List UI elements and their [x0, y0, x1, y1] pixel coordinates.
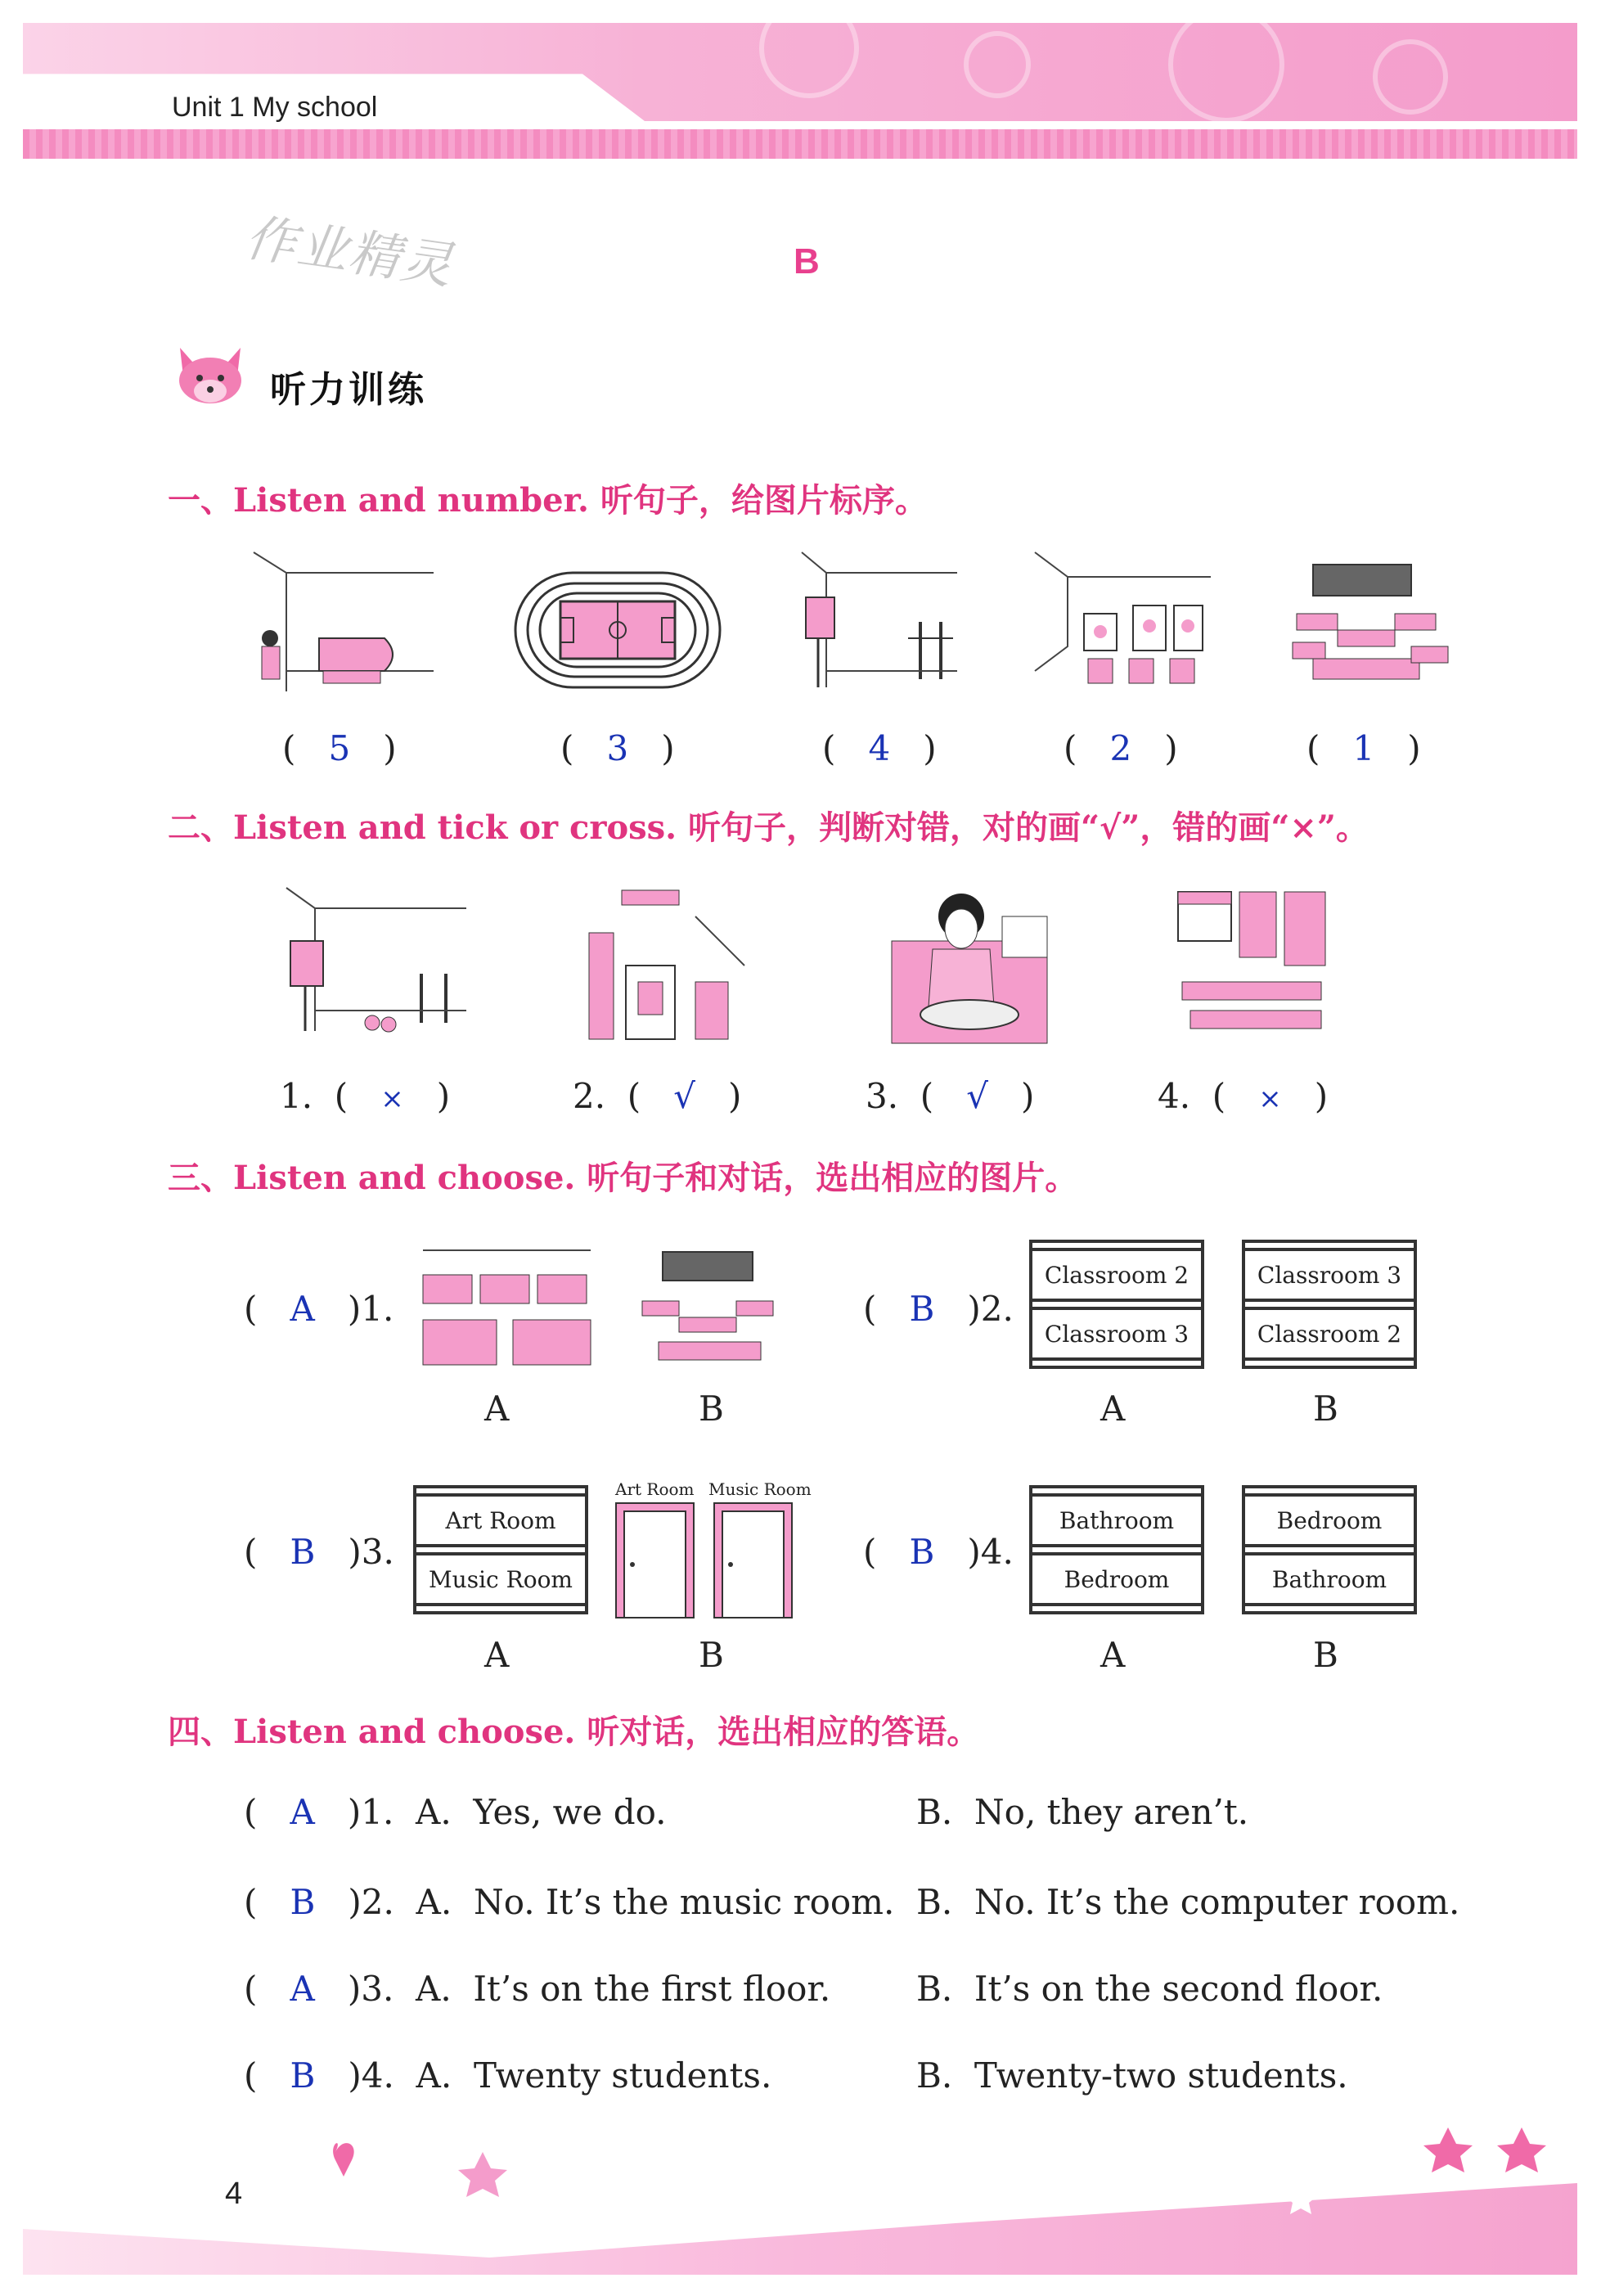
gym-picture-2: [282, 884, 470, 1039]
section-letter: B: [794, 241, 820, 281]
q4-item-2: ( B )2. A. No. It’s the music room.: [244, 1882, 895, 1922]
q1-answer-5: ( 1 ): [1306, 728, 1421, 768]
unit-title: Unit 1 My school: [172, 92, 378, 123]
library-picture: [1174, 888, 1329, 1043]
q1-answer-4: ( 2 ): [1064, 728, 1178, 768]
q3-3-option-a-label: A: [484, 1635, 510, 1675]
q2-title: 二、Listen and tick or cross. 听句子，判断对错，对的画“√”，错的画“×”。: [168, 808, 1369, 847]
q3-item-2: ( B )2.: [863, 1289, 1014, 1329]
q4-title: 四、Listen and choose. 听对话，选出相应的答语。: [168, 1713, 980, 1751]
q1-title: 一、Listen and number. 听句子，给图片标序。: [168, 481, 928, 520]
kitchen-picture: [888, 884, 1051, 1047]
q3-item-4: ( B )4.: [863, 1532, 1014, 1572]
q3-3-option-b-label: B: [699, 1635, 724, 1675]
sign-classroom-b: Classroom 3 Classroom 2: [1242, 1240, 1417, 1369]
q3-item-3: ( B )3.: [244, 1532, 394, 1572]
sign-bathroom-bedroom-a: Bathroom Bedroom: [1029, 1485, 1204, 1614]
listening-section-title: 听力训练: [270, 369, 427, 411]
door-label-art-room: Art Room: [615, 1479, 695, 1499]
q3-4-option-a-label: A: [1100, 1635, 1126, 1675]
bedroom-picture: [573, 884, 753, 1047]
q1-answer-1: ( 5 ): [282, 728, 397, 768]
music-room-picture: [245, 548, 442, 704]
q3-1-option-b-label: B: [699, 1389, 724, 1429]
q3-title: 三、Listen and choose. 听句子和对话，选出相应的图片。: [168, 1159, 1078, 1197]
q2-item-4: 4. ( × ): [1158, 1076, 1329, 1116]
door-label-music-room: Music Room: [708, 1479, 812, 1499]
footer-decoration-icon: [319, 2119, 1579, 2226]
sign-art-music-room: Art Room Music Room: [413, 1485, 588, 1614]
q3-item-1: ( A )1.: [244, 1289, 394, 1329]
q2-item-2: 2. ( √ ): [573, 1076, 742, 1116]
q4-item-4: ( B )4. A. Twenty students.: [244, 2055, 772, 2096]
computer-room-picture: [419, 1242, 595, 1369]
classroom-picture-2: [638, 1248, 781, 1371]
q4-item-3-option-b: B. It’s on the second floor.: [916, 1969, 1383, 2009]
playground-picture: [511, 569, 724, 691]
q3-2-option-b-label: B: [1313, 1389, 1338, 1429]
classroom-picture: [1288, 556, 1452, 696]
q2-item-1: 1. ( × ): [280, 1076, 451, 1116]
q3-2-option-a-label: A: [1100, 1389, 1126, 1429]
q4-item-1-option-b: B. No, they aren’t.: [916, 1792, 1249, 1832]
q1-answer-2: ( 3 ): [560, 728, 675, 768]
header-stripe: [23, 129, 1577, 159]
fox-icon: [173, 344, 247, 409]
q4-item-2-option-b: B. No. It’s the computer room.: [916, 1882, 1460, 1922]
doors-picture: [612, 1499, 796, 1622]
sign-bathroom-bedroom-b: Bedroom Bathroom: [1242, 1485, 1417, 1614]
q4-item-4-option-b: B. Twenty-two students.: [916, 2055, 1348, 2096]
watermark: 作业精灵: [241, 207, 458, 296]
gym-picture: [798, 548, 961, 696]
q1-answer-3: ( 4 ): [822, 728, 937, 768]
q4-item-1: ( A )1. A. Yes, we do.: [244, 1792, 667, 1832]
art-room-picture: [1031, 548, 1211, 696]
q4-item-3: ( A )3. A. It’s on the first floor.: [244, 1969, 831, 2009]
sign-classroom-a: Classroom 2 Classroom 3: [1029, 1240, 1204, 1369]
page-number: 4: [225, 2177, 243, 2211]
q3-1-option-a-label: A: [484, 1389, 510, 1429]
q3-4-option-b-label: B: [1313, 1635, 1338, 1675]
q2-item-3: 3. ( √ ): [866, 1076, 1035, 1116]
